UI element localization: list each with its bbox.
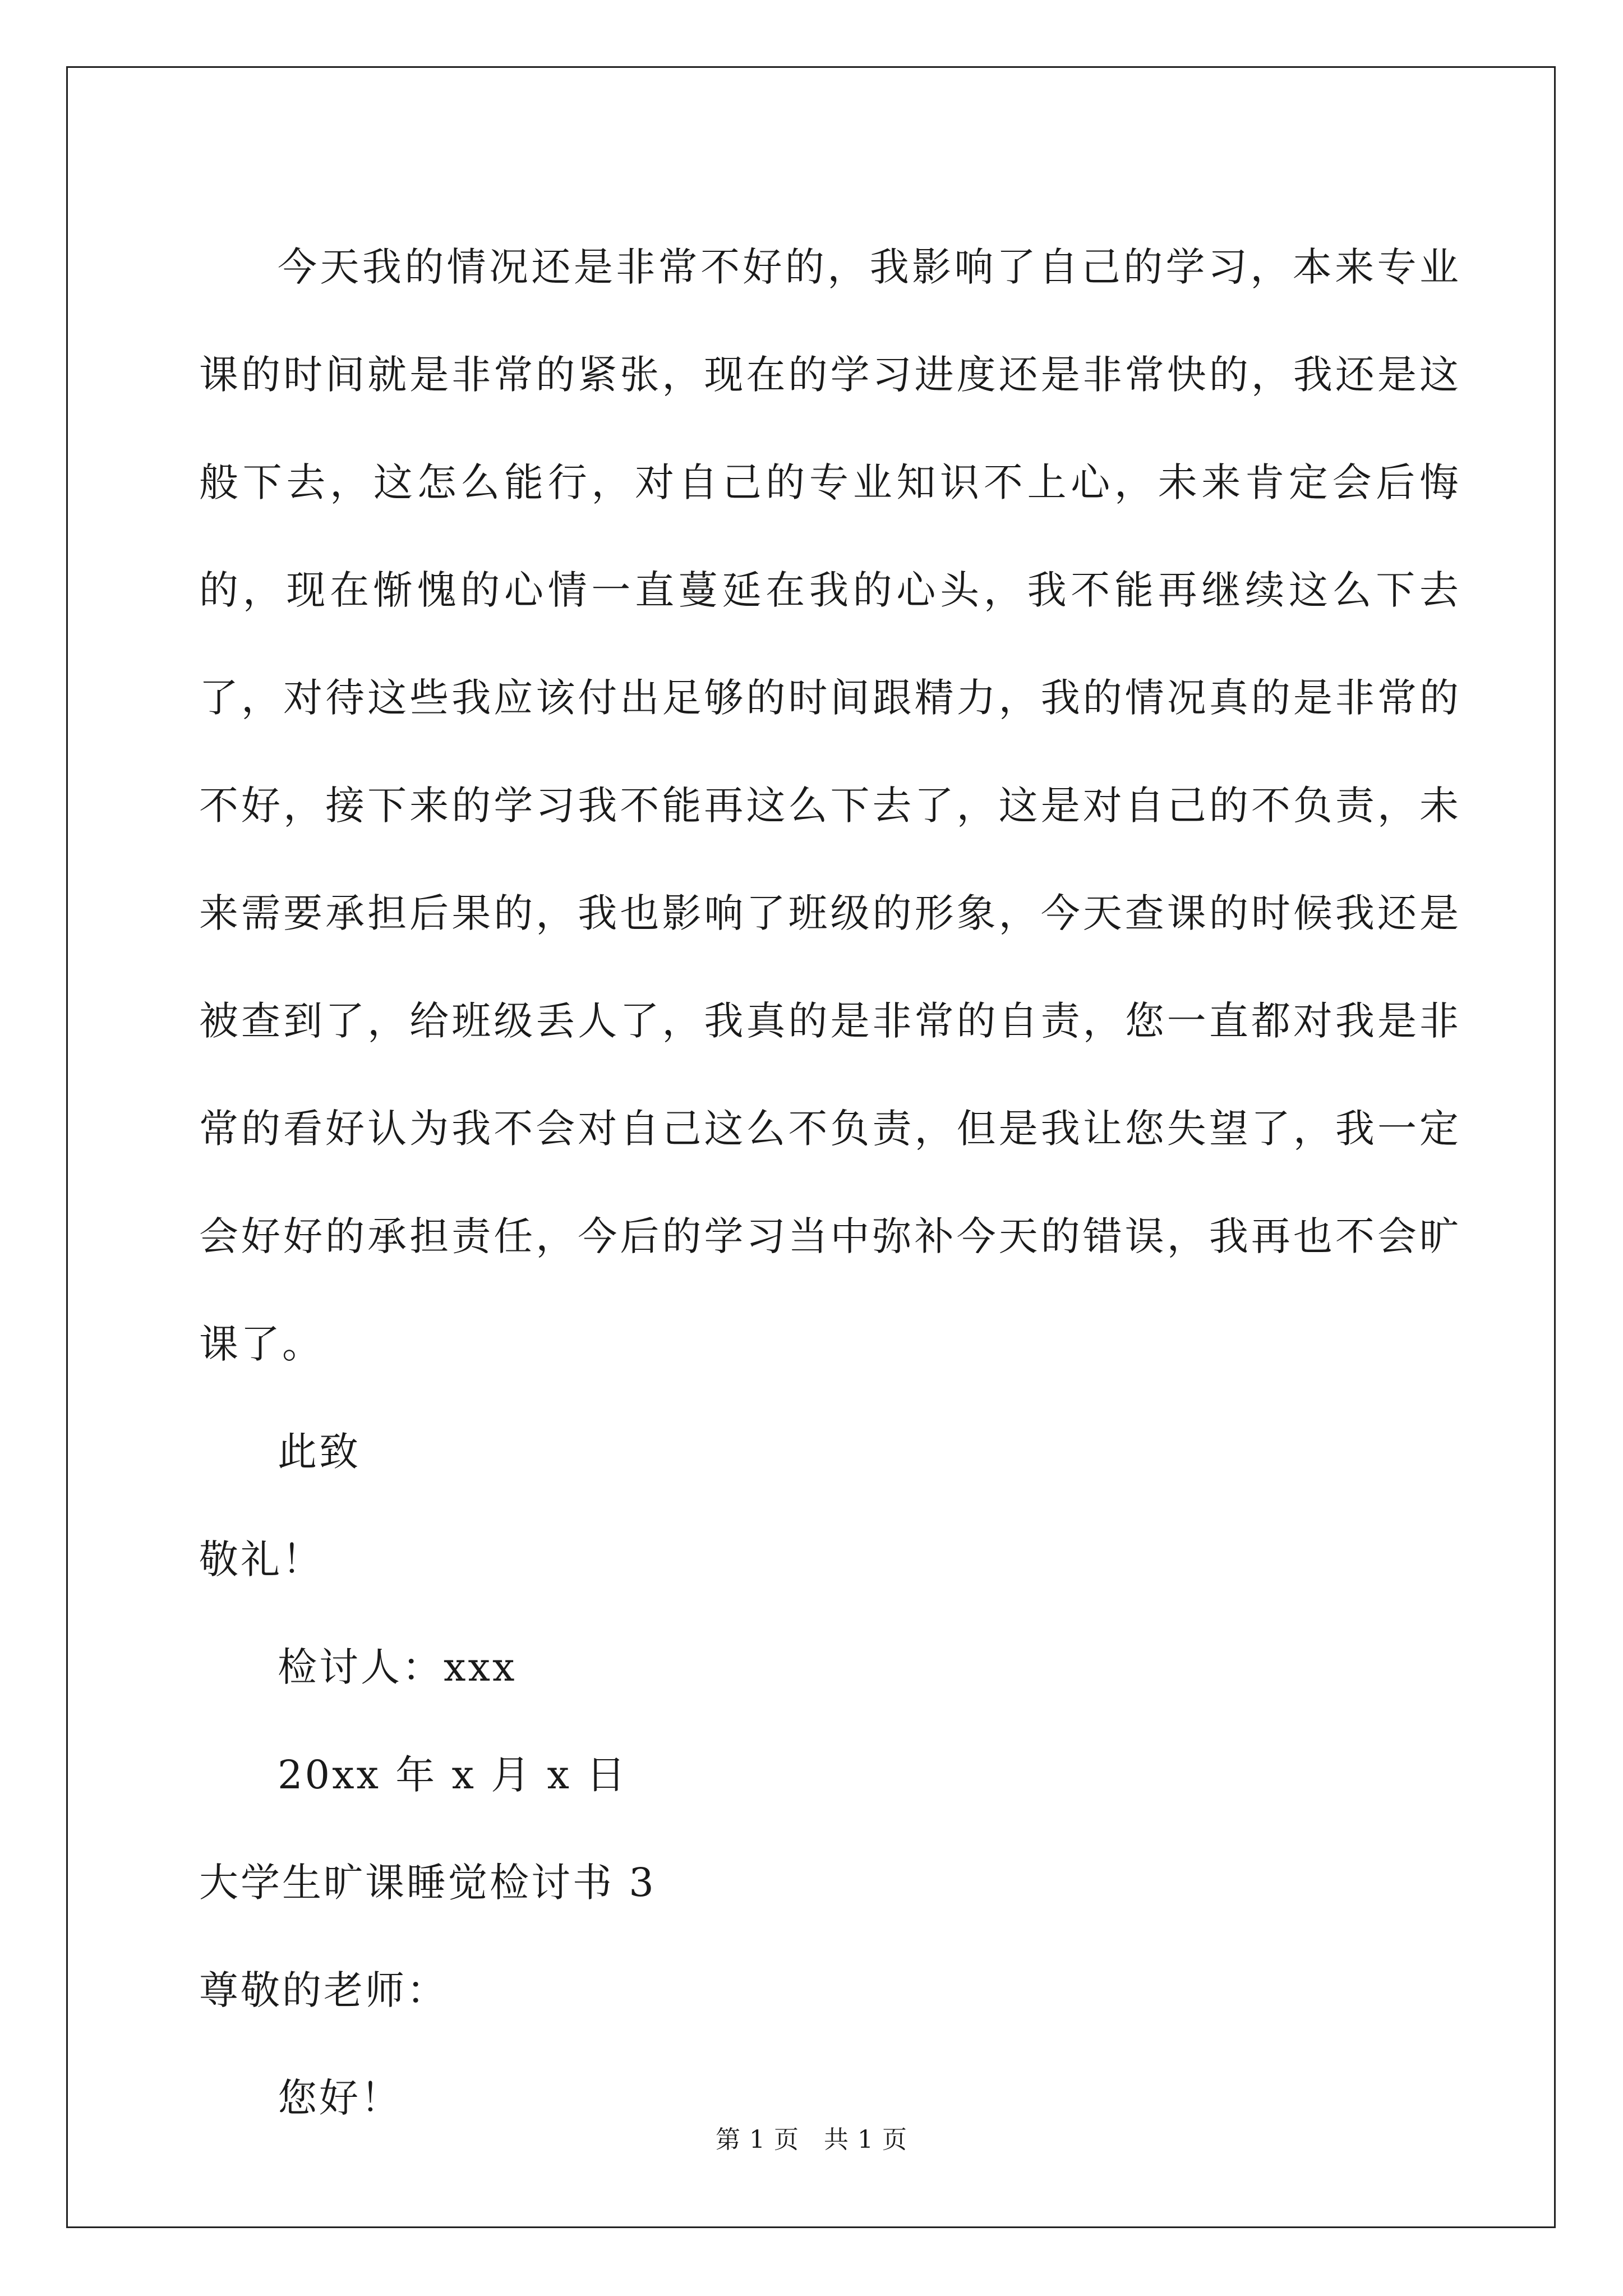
body-paragraph: 今天我的情况还是非常不好的，我影响了自己的学习，本来专业课的时间就是非常的紧张，现在的学习进度还是非常快的，我还是这般下去，这怎么能行，对自己的专业知识不上心，未来肯定会后悔的，现在惭愧的心情一直蔓延在我的心头，我不能再继续这么下去了，对待这些我应该付出足够的时间跟精力，我的情况真的是非常的不好，接下来的学习我不能再这么下去了，这是对自己的不负责，未来需要承担后果的，我也影响了班级的形象，今天查课的时候我还是被查到了，给班级丢人了，我真的是非常的自责，您一直都对我是非常的看好认为我不会对自己这么不负责，但是我让您失望了，我一定会好好的承担责任，今后的学习当中弥补今天的错误，我再也不会旷课了。: [199, 244, 1461, 1367]
closing-text: 此致: [278, 1429, 361, 1475]
page-footer: [0, 2123, 1623, 2157]
section-title: 大学生旷课睡觉检讨书 3: [199, 1860, 656, 1906]
signature-line: 检讨人：xxx: [278, 1644, 517, 1690]
page-number-current: 第 1 页: [716, 2125, 799, 2154]
document-body: [199, 213, 1461, 2152]
date-line: 20xx 年 x 月 x 日: [278, 1752, 628, 1798]
salutation-line: 尊敬的老师：: [199, 1967, 448, 2013]
salute-text: 敬礼！: [199, 1536, 324, 1582]
page-number-total: 共 1 页: [824, 2125, 907, 2154]
greeting-line: 您好！: [278, 2075, 402, 2121]
